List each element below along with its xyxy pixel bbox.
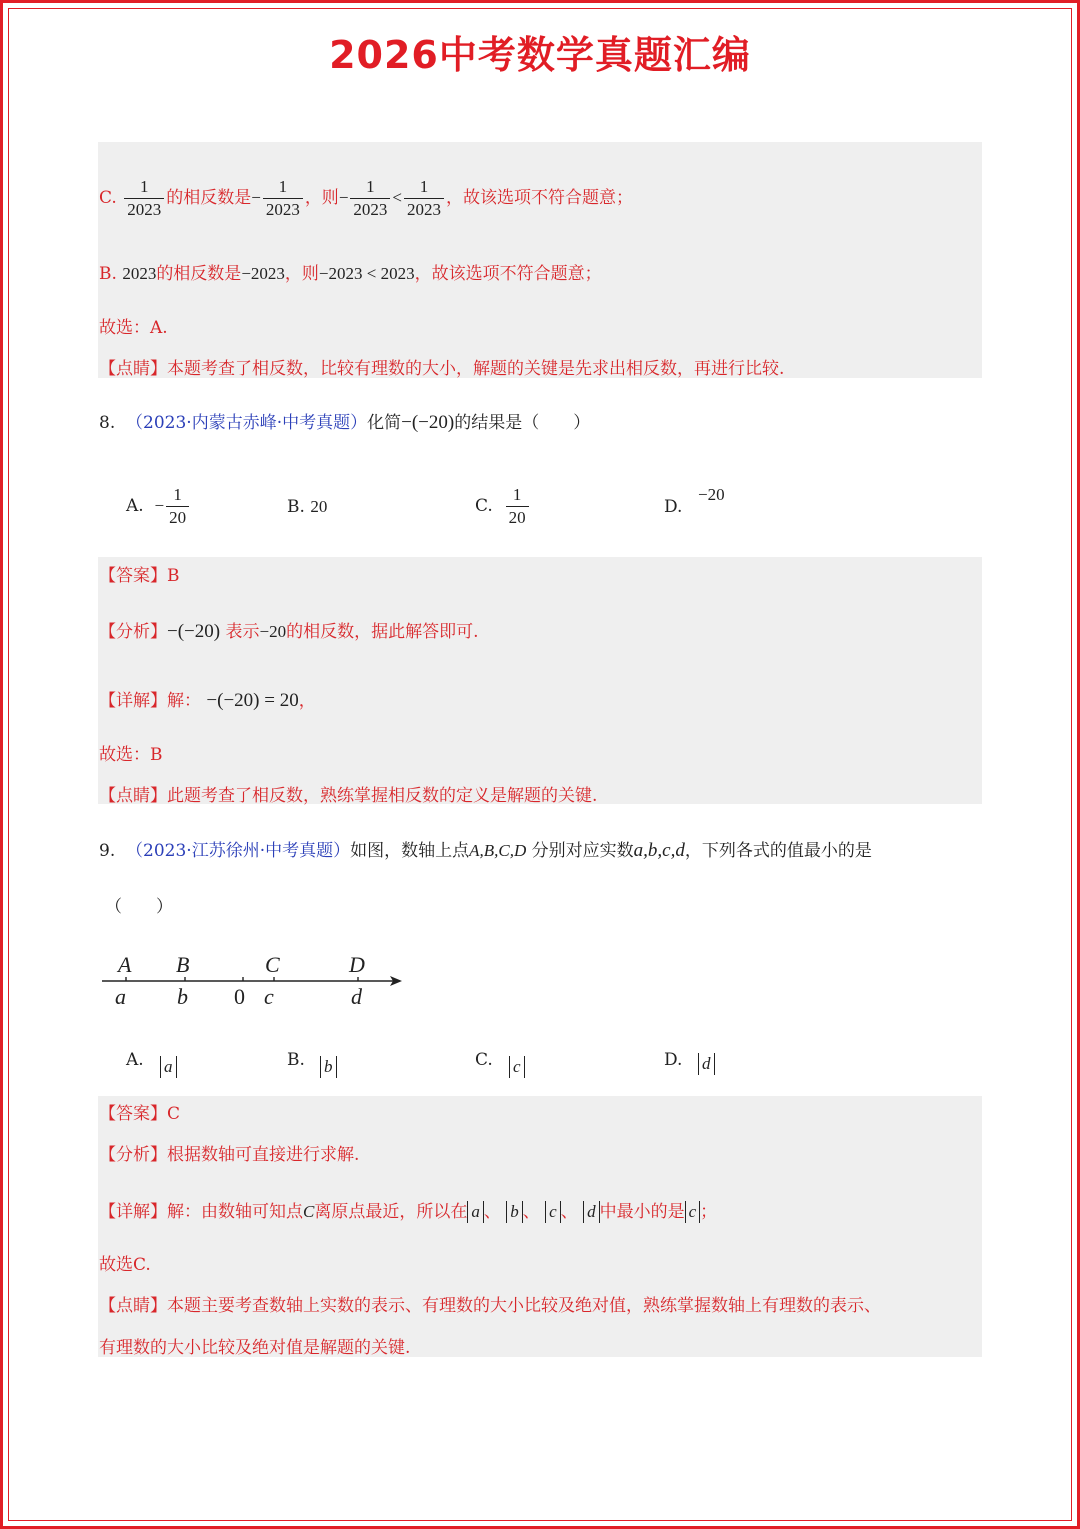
q9-option-c-value: c <box>509 1056 525 1078</box>
q8-comment: 【点睛】此题考查了相反数，熟练掌握相反数的定义是解题的关键. <box>99 786 598 806</box>
prev-comment: 【点睛】本题考查了相反数，比较有理数的大小，解题的关键是先求出相反数，再进行比较. <box>99 359 785 379</box>
q8-choice: 故选：B <box>99 745 163 765</box>
q9-comment-line1: 【点睛】本题主要考查数轴上实数的表示、有理数的大小比较及绝对值，熟练掌握数轴上有理数的表示、 <box>99 1296 881 1316</box>
fraction: $\frac{1}{20}$ <box>506 484 529 529</box>
q8-option-c[interactable]: C. $\frac{1}{20}$ <box>475 484 531 529</box>
q9-option-a-value: a <box>160 1056 177 1078</box>
label-C: C <box>265 952 280 977</box>
page-title: 2026中考数学真题汇编 <box>329 33 751 77</box>
q9-option-b-value: b <box>320 1056 337 1078</box>
label-a: a <box>115 984 126 1009</box>
q8-option-a[interactable]: A. − $\frac{1}{20}$ <box>126 484 191 529</box>
q8-stem: 8. （2023·内蒙古赤峰·中考真题）化简−(−20)的结果是（ ） <box>99 412 591 433</box>
q9-paren: （ ） <box>105 897 173 917</box>
q8-answer: 【答案】B <box>99 566 180 586</box>
q9-option-a-label[interactable]: A. <box>126 1050 144 1070</box>
prev-option-c-line: C. $\frac{1}{2023}$ 的相反数是− $\frac{1}{2023}$ ，则− $\frac{1}{2023}$ < $\frac{1}{2023}$ ，故该选项不符合题意； <box>99 177 633 219</box>
fraction: $\frac{1}{20}$ <box>166 484 189 529</box>
label-b: b <box>177 984 188 1009</box>
label-zero: 0 <box>234 984 245 1009</box>
q9-option-d-value: d <box>698 1053 715 1075</box>
q9-solution-block <box>98 1096 982 1357</box>
q9-option-c-label[interactable]: C. <box>475 1050 493 1070</box>
q9-stem: 9. （2023·江苏徐州·中考真题）如图，数轴上点A,B,C,D 分别对应实数a,b,c,d，下列各式的值最小的是 <box>99 840 872 861</box>
prev-option-b-line: B. 2023的相反数是−2023，则−2023 < 2023，故该选项不符合题意； <box>99 264 602 284</box>
fraction: $\frac{1}{2023}$ <box>124 176 164 221</box>
fraction: $\frac{1}{2023}$ <box>263 176 303 221</box>
q8-option-d-value: −20 <box>698 485 725 504</box>
label-B: B <box>176 952 190 977</box>
prev-choice: 故选：A. <box>99 318 168 338</box>
q9-choice: 故选C. <box>99 1255 151 1275</box>
number-line-figure <box>96 945 416 1015</box>
q9-option-b-label[interactable]: B. <box>287 1050 305 1070</box>
fraction: $\frac{1}{2023}$ <box>404 176 444 221</box>
q8-solution-block <box>98 557 982 804</box>
fraction: $\frac{1}{2023}$ <box>350 176 390 221</box>
q9-comment-line2: 有理数的大小比较及绝对值是解题的关键. <box>99 1338 411 1358</box>
label-D: D <box>349 952 365 977</box>
q8-analysis: 【分析】−(−20) 表示−20的相反数，据此解答即可. <box>99 621 479 642</box>
option-label: C. <box>99 188 117 208</box>
label-c: c <box>264 984 274 1009</box>
q9-option-d-label[interactable]: D. <box>664 1050 683 1070</box>
q8-option-b[interactable]: B. 20 <box>287 497 328 517</box>
q9-answer: 【答案】C <box>99 1104 181 1124</box>
q9-analysis: 【分析】根据数轴可直接进行求解. <box>99 1145 360 1165</box>
q8-option-d-label[interactable]: D. <box>664 497 683 517</box>
label-d: d <box>351 984 362 1009</box>
q8-detail: 【详解】解： −(−20) = 20， <box>99 690 316 711</box>
label-A: A <box>118 952 132 977</box>
q9-detail: 【详解】解：由数轴可知点C离原点最近，所以在 a 、 b 、 c 、 d 中最小的是 c ； <box>99 1202 718 1222</box>
